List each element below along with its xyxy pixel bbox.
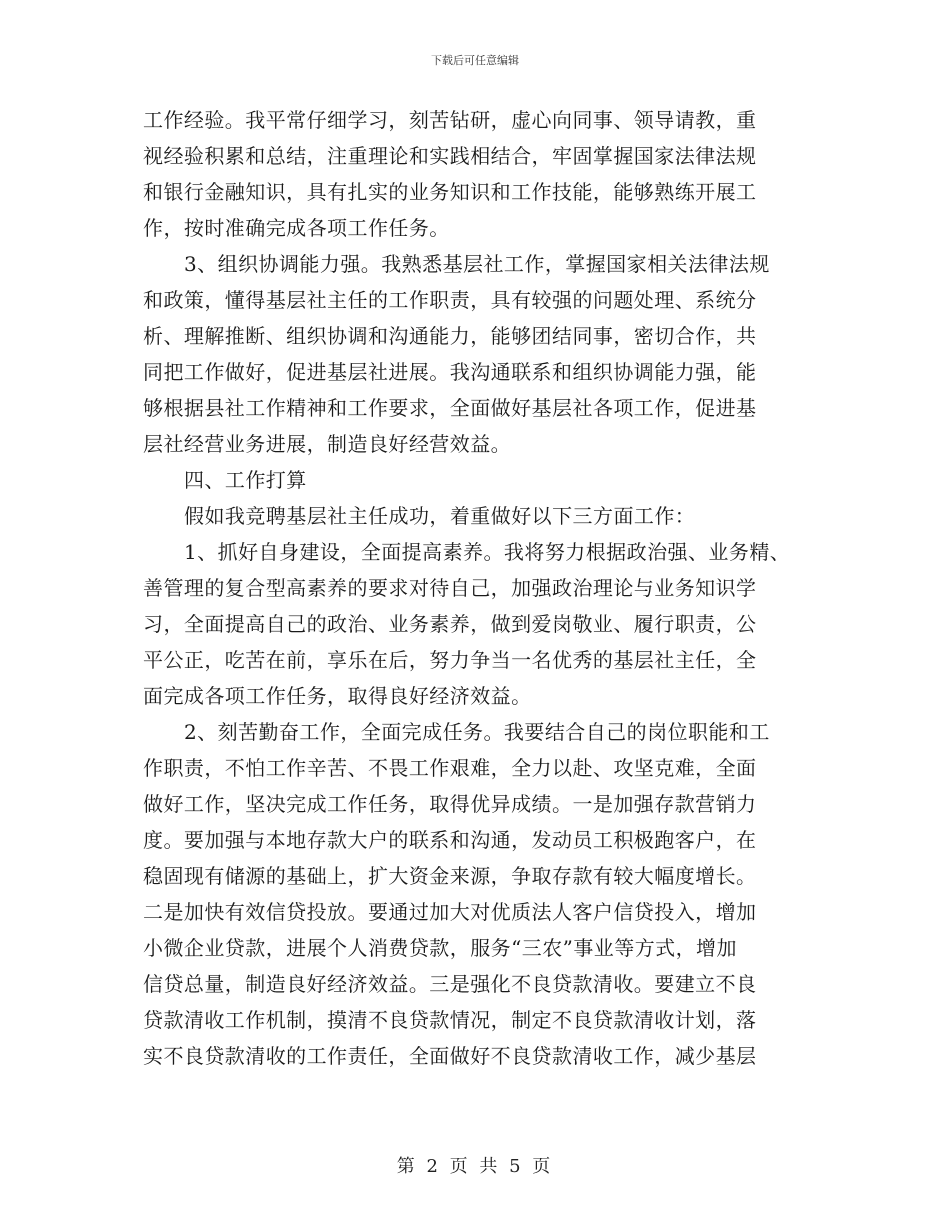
text-line: 视经验积累和总结，注重理论和实践相结合，牢固掌握国家法律法规 <box>143 144 757 168</box>
text-line: 析、理解推断、组织协调和沟通能力，能够团结同事，密切合作，共 <box>143 324 757 348</box>
text-line: 和银行金融知识，具有扎实的业务知识和工作技能，能够熟练开展工 <box>143 180 757 204</box>
text-line: 同把工作做好，促进基层社进展。我沟通联系和组织协调能力强，能 <box>143 360 757 384</box>
section-heading: 四、工作打算 <box>184 468 307 492</box>
text-line: 习，全面提高自己的政治、业务素养，做到爱岗敬业、履行职责，公 <box>143 612 757 636</box>
text-line: 平公正，吃苦在前，享乐在后，努力争当一名优秀的基层社主任，全 <box>143 648 757 672</box>
text-line: 贷款清收工作机制，摸清不良贷款情况，制定不良贷款清收计划，落 <box>143 1008 757 1032</box>
text-line: 作职责，不怕工作辛苦、不畏工作艰难，全力以赴、攻坚克难，全面 <box>143 756 757 780</box>
text-line: 层社经营业务进展，制造良好经营效益。 <box>143 432 512 456</box>
text-line: 面完成各项工作任务，取得良好经济效益。 <box>143 684 532 708</box>
paragraph-start-line: 假如我竞聘基层社主任成功，着重做好以下三方面工作： <box>184 504 696 528</box>
paragraph-start-line: 3、组织协调能力强。我熟悉基层社工作，掌握国家相关法律法规 <box>184 252 770 276</box>
paragraph-start-line: 2、刻苦勤奋工作，全面完成任务。我要结合自己的岗位职能和工 <box>184 720 770 744</box>
text-line: 度。要加强与本地存款大户的联系和沟通，发动员工积极跑客户，在 <box>143 828 757 852</box>
text-line: 善管理的复合型高素养的要求对待自己，加强政治理论与业务知识学 <box>143 576 757 600</box>
text-line: 做好工作，坚决完成工作任务，取得优异成绩。一是加强存款营销力 <box>143 792 757 816</box>
page-number-indicator: 第 2 页 共 5 页 <box>396 1156 554 1177</box>
text-line: 信贷总量，制造良好经济效益。三是强化不良贷款清收。要建立不良 <box>143 972 757 996</box>
text-line: 实不良贷款清收的工作责任，全面做好不良贷款清收工作，减少基层 <box>143 1044 757 1068</box>
text-line: 二是加快有效信贷投放。要通过加大对优质法人客户信贷投入，增加 <box>143 900 757 924</box>
text-line: 工作经验。我平常仔细学习，刻苦钻研，虚心向同事、领导请教，重 <box>143 108 757 132</box>
paragraph-start-line: 1、抓好自身建设，全面提高素养。我将努力根据政治强、业务精、 <box>184 540 791 564</box>
text-line: 够根据县社工作精神和工作要求，全面做好基层社各项工作，促进基 <box>143 396 757 420</box>
text-line: 小微企业贷款，进展个人消费贷款，服务“三农”事业等方式，增加 <box>143 936 737 960</box>
text-line: 作，按时准确完成各项工作任务。 <box>143 216 450 240</box>
text-line: 和政策，懂得基层社主任的工作职责，具有较强的问题处理、系统分 <box>143 288 757 312</box>
page-header-note: 下载后可任意编辑 <box>431 54 519 67</box>
text-line: 稳固现有储源的基础上，扩大资金来源，争取存款有较大幅度增长。 <box>143 864 757 888</box>
